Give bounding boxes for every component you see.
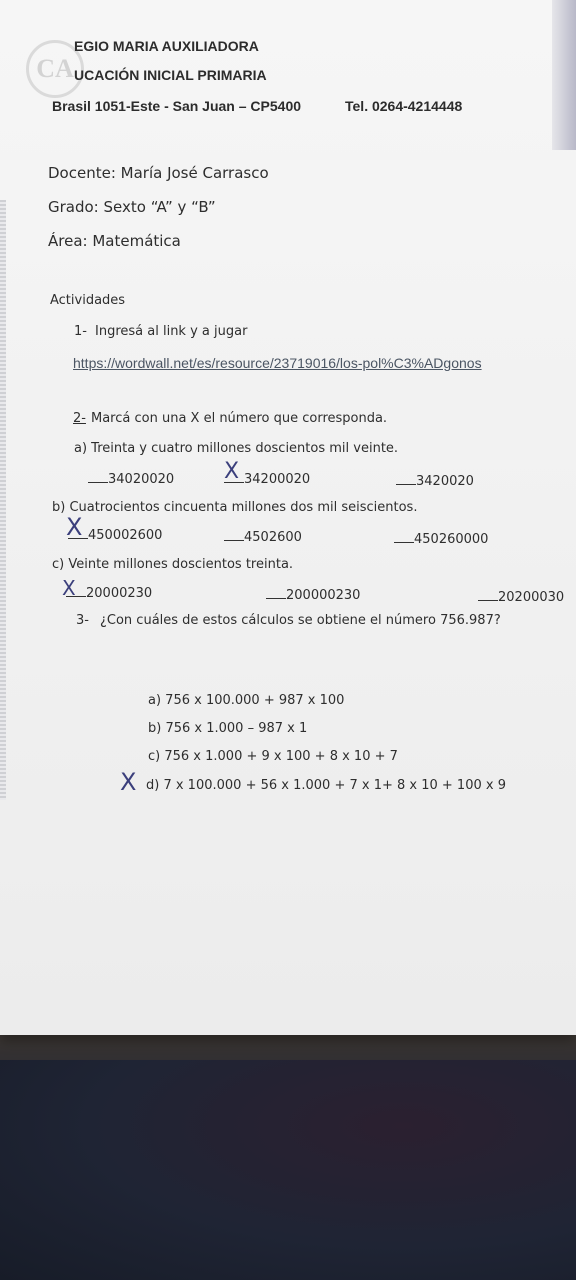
option-c3: 20200030 bbox=[478, 588, 564, 605]
option-a2: 34200020 bbox=[224, 470, 310, 487]
option-c1: 20000230 bbox=[66, 584, 152, 601]
school-phone: Tel. 0264-4214448 bbox=[345, 98, 463, 114]
option-b3: 450260000 bbox=[394, 530, 488, 547]
option-b2: 4502600 bbox=[224, 528, 302, 545]
item3-text: ¿Con cuáles de estos cálculos se obtiene el número 756.987? bbox=[100, 613, 501, 628]
answer-blank bbox=[266, 586, 286, 599]
question-b: b) Cuatrocientos cincuenta millones dos mil seiscientos. bbox=[52, 500, 418, 515]
pen-x-mark-icon: X bbox=[62, 576, 76, 600]
option-c2: 200000230 bbox=[266, 586, 360, 603]
school-name: EGIO MARIA AUXILIADORA bbox=[74, 38, 259, 54]
activities-title: Actividades bbox=[50, 293, 126, 308]
pen-x-mark-icon: X bbox=[120, 768, 137, 796]
school-logo-icon: CA bbox=[26, 40, 84, 98]
pen-x-mark-icon: X bbox=[224, 459, 240, 484]
item1-number: 1- bbox=[74, 324, 87, 339]
answer-blank bbox=[394, 530, 414, 543]
answer-blank bbox=[88, 470, 108, 483]
option-b1: 450002600 bbox=[68, 526, 162, 543]
answer-blank bbox=[396, 472, 416, 485]
calc-a: a) 756 x 100.000 + 987 x 100 bbox=[148, 693, 345, 708]
answer-blank bbox=[478, 588, 498, 601]
item1-text: Ingresá al link y a jugar bbox=[95, 324, 248, 339]
calc-d: d) 7 x 100.000 + 56 x 1.000 + 7 x 1+ 8 x 10 + 100 x 9 bbox=[146, 778, 506, 793]
question-a: a) Treinta y cuatro millones doscientos mil veinte. bbox=[74, 441, 399, 456]
wordwall-link[interactable]: https://wordwall.net/es/resource/23719016/los-pol%C3%ADgonos bbox=[73, 355, 482, 371]
item2-text: Marcá con una X el número que corresponda. bbox=[91, 411, 388, 426]
item3-number: 3- bbox=[76, 613, 89, 628]
paper-edge bbox=[0, 200, 6, 800]
item2-number: 2- bbox=[73, 411, 86, 426]
option-a3: 3420020 bbox=[396, 472, 474, 489]
answer-blank bbox=[224, 528, 244, 541]
answer-blank bbox=[224, 470, 244, 483]
page-edge bbox=[552, 0, 576, 150]
grade-label: Grado: Sexto “A” y “B” bbox=[48, 198, 216, 216]
school-level: UCACIÓN INICIAL PRIMARIA bbox=[74, 67, 267, 83]
area-label: Área: Matemática bbox=[48, 232, 181, 250]
calc-c: c) 756 x 1.000 + 9 x 100 + 8 x 10 + 7 bbox=[148, 749, 398, 764]
answer-blank bbox=[68, 526, 88, 539]
teacher-name: Docente: María José Carrasco bbox=[48, 164, 269, 182]
pen-x-mark-icon: X bbox=[66, 513, 83, 541]
option-a1: 34020020 bbox=[88, 470, 174, 487]
fabric-background bbox=[0, 1060, 576, 1280]
question-c: c) Veinte millones doscientos treinta. bbox=[52, 557, 294, 572]
school-address: Brasil 1051-Este - San Juan – CP5400 bbox=[52, 98, 302, 114]
answer-blank bbox=[66, 584, 86, 597]
calc-b: b) 756 x 1.000 – 987 x 1 bbox=[148, 721, 308, 736]
